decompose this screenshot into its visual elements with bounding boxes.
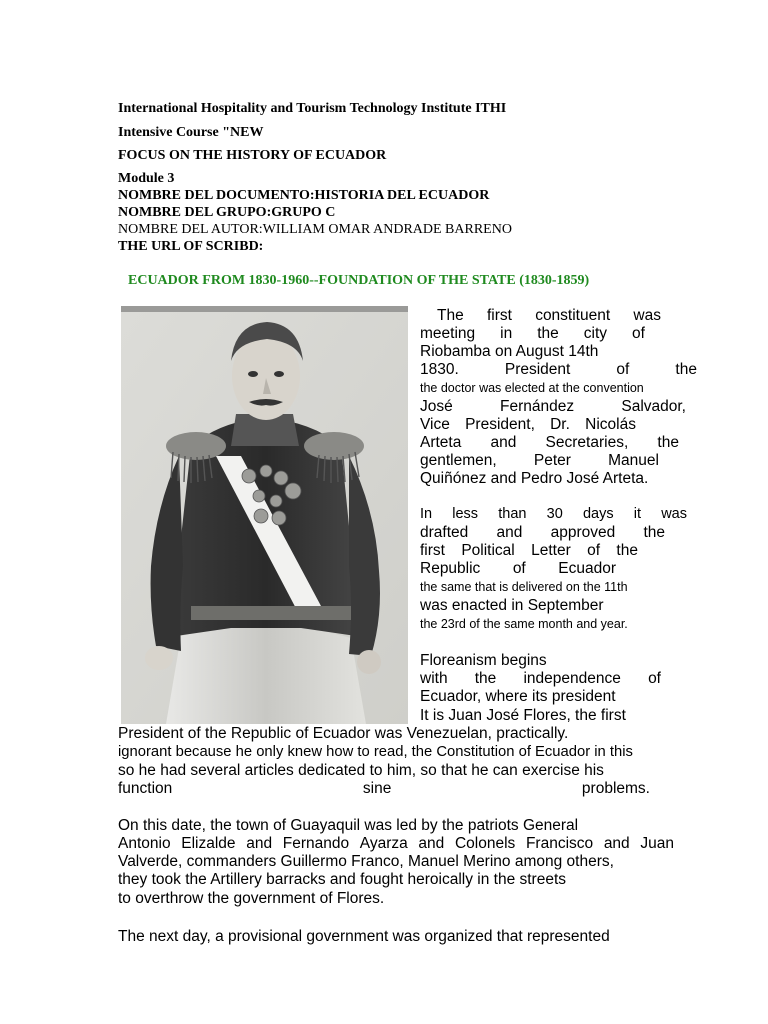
p1-line-8: Arteta and Secretaries, the: [420, 434, 679, 451]
p3-line-5: President of the Republic of Ecuador was Venezuelan, practically.: [118, 725, 569, 742]
p4-line-5: to overthrow the government of Flores.: [118, 890, 385, 907]
p2-line-2: drafted and approved the: [420, 524, 665, 541]
p3-line-2: with the independence of: [420, 670, 661, 687]
p5-line-1: The next day, a provisional government was organized that represented: [118, 928, 610, 945]
p3-line-8: function sine problems.: [118, 780, 650, 797]
p2-line-4: Republic of Ecuador: [420, 560, 616, 577]
document-name: NOMBRE DEL DOCUMENTO:HISTORIA DEL ECUADOR: [118, 188, 490, 203]
p4-line-2: Antonio Elizalde and Fernando Ayarza and Colonels Francisco and Juan: [118, 835, 674, 852]
module-label: Module 3: [118, 171, 175, 186]
p3-line-3: Ecuador, where its president: [420, 688, 616, 705]
p1-line-4: 1830. President of the: [420, 361, 697, 378]
p1-line-10: Quiñónez and Pedro José Arteta.: [420, 470, 649, 487]
p4-line-4: they took the Artillery barracks and fought heroically in the streets: [118, 871, 567, 888]
p4-line-1: On this date, the town of Guayaquil was led by the patriots General: [118, 817, 579, 834]
portrait-image: [121, 306, 408, 724]
p2-line-3: first Political Letter of the: [420, 542, 638, 559]
p4-line-3: Valverde, commanders Guillermo Franco, Manuel Merino among others,: [118, 853, 614, 870]
course-focus: FOCUS ON THE HISTORY OF ECUADOR: [118, 148, 387, 163]
p1-line-6: José Fernández Salvador,: [420, 398, 686, 415]
p1-line-3: Riobamba on August 14th: [420, 343, 599, 360]
p1-line-9: gentlemen, Peter Manuel: [420, 452, 659, 469]
p3-line-7: so he had several articles dedicated to him, so that he can exercise his: [118, 762, 604, 779]
p1-line-1: The first constituent was: [437, 307, 661, 324]
p1-line-7: Vice President, Dr. Nicolás: [420, 416, 636, 433]
institute-title: International Hospitality and Tourism Technology Institute ITHI: [118, 101, 507, 116]
p3-line-6: ignorant because he only knew how to read, the Constitution of Ecuador in this: [118, 744, 633, 760]
section-title: ECUADOR FROM 1830-1960--FOUNDATION OF THE STATE (1830-1859): [128, 273, 590, 288]
course-title: Intensive Course "NEW: [118, 125, 264, 140]
author-name: NOMBRE DEL AUTOR:WILLIAM OMAR ANDRADE BARRENO: [118, 222, 512, 237]
p1-line-2: meeting in the city of: [420, 325, 645, 342]
p2-line-6: was enacted in September: [420, 597, 604, 614]
p3-line-1: Floreanism begins: [420, 652, 547, 669]
p2-line-1: In less than 30 days it was: [420, 506, 687, 522]
portrait-of-juan-jose-flores: [121, 306, 408, 724]
p1-line-5: the doctor was elected at the convention: [420, 381, 644, 395]
p2-line-5: the same that is delivered on the 11th: [420, 580, 628, 594]
p3-line-4: It is Juan José Flores, the first: [420, 707, 626, 724]
p2-line-7: the 23rd of the same month and year.: [420, 617, 628, 631]
group-name: NOMBRE DEL GRUPO:GRUPO C: [118, 205, 336, 220]
scribd-url-label: THE URL OF SCRIBD:: [118, 239, 264, 254]
